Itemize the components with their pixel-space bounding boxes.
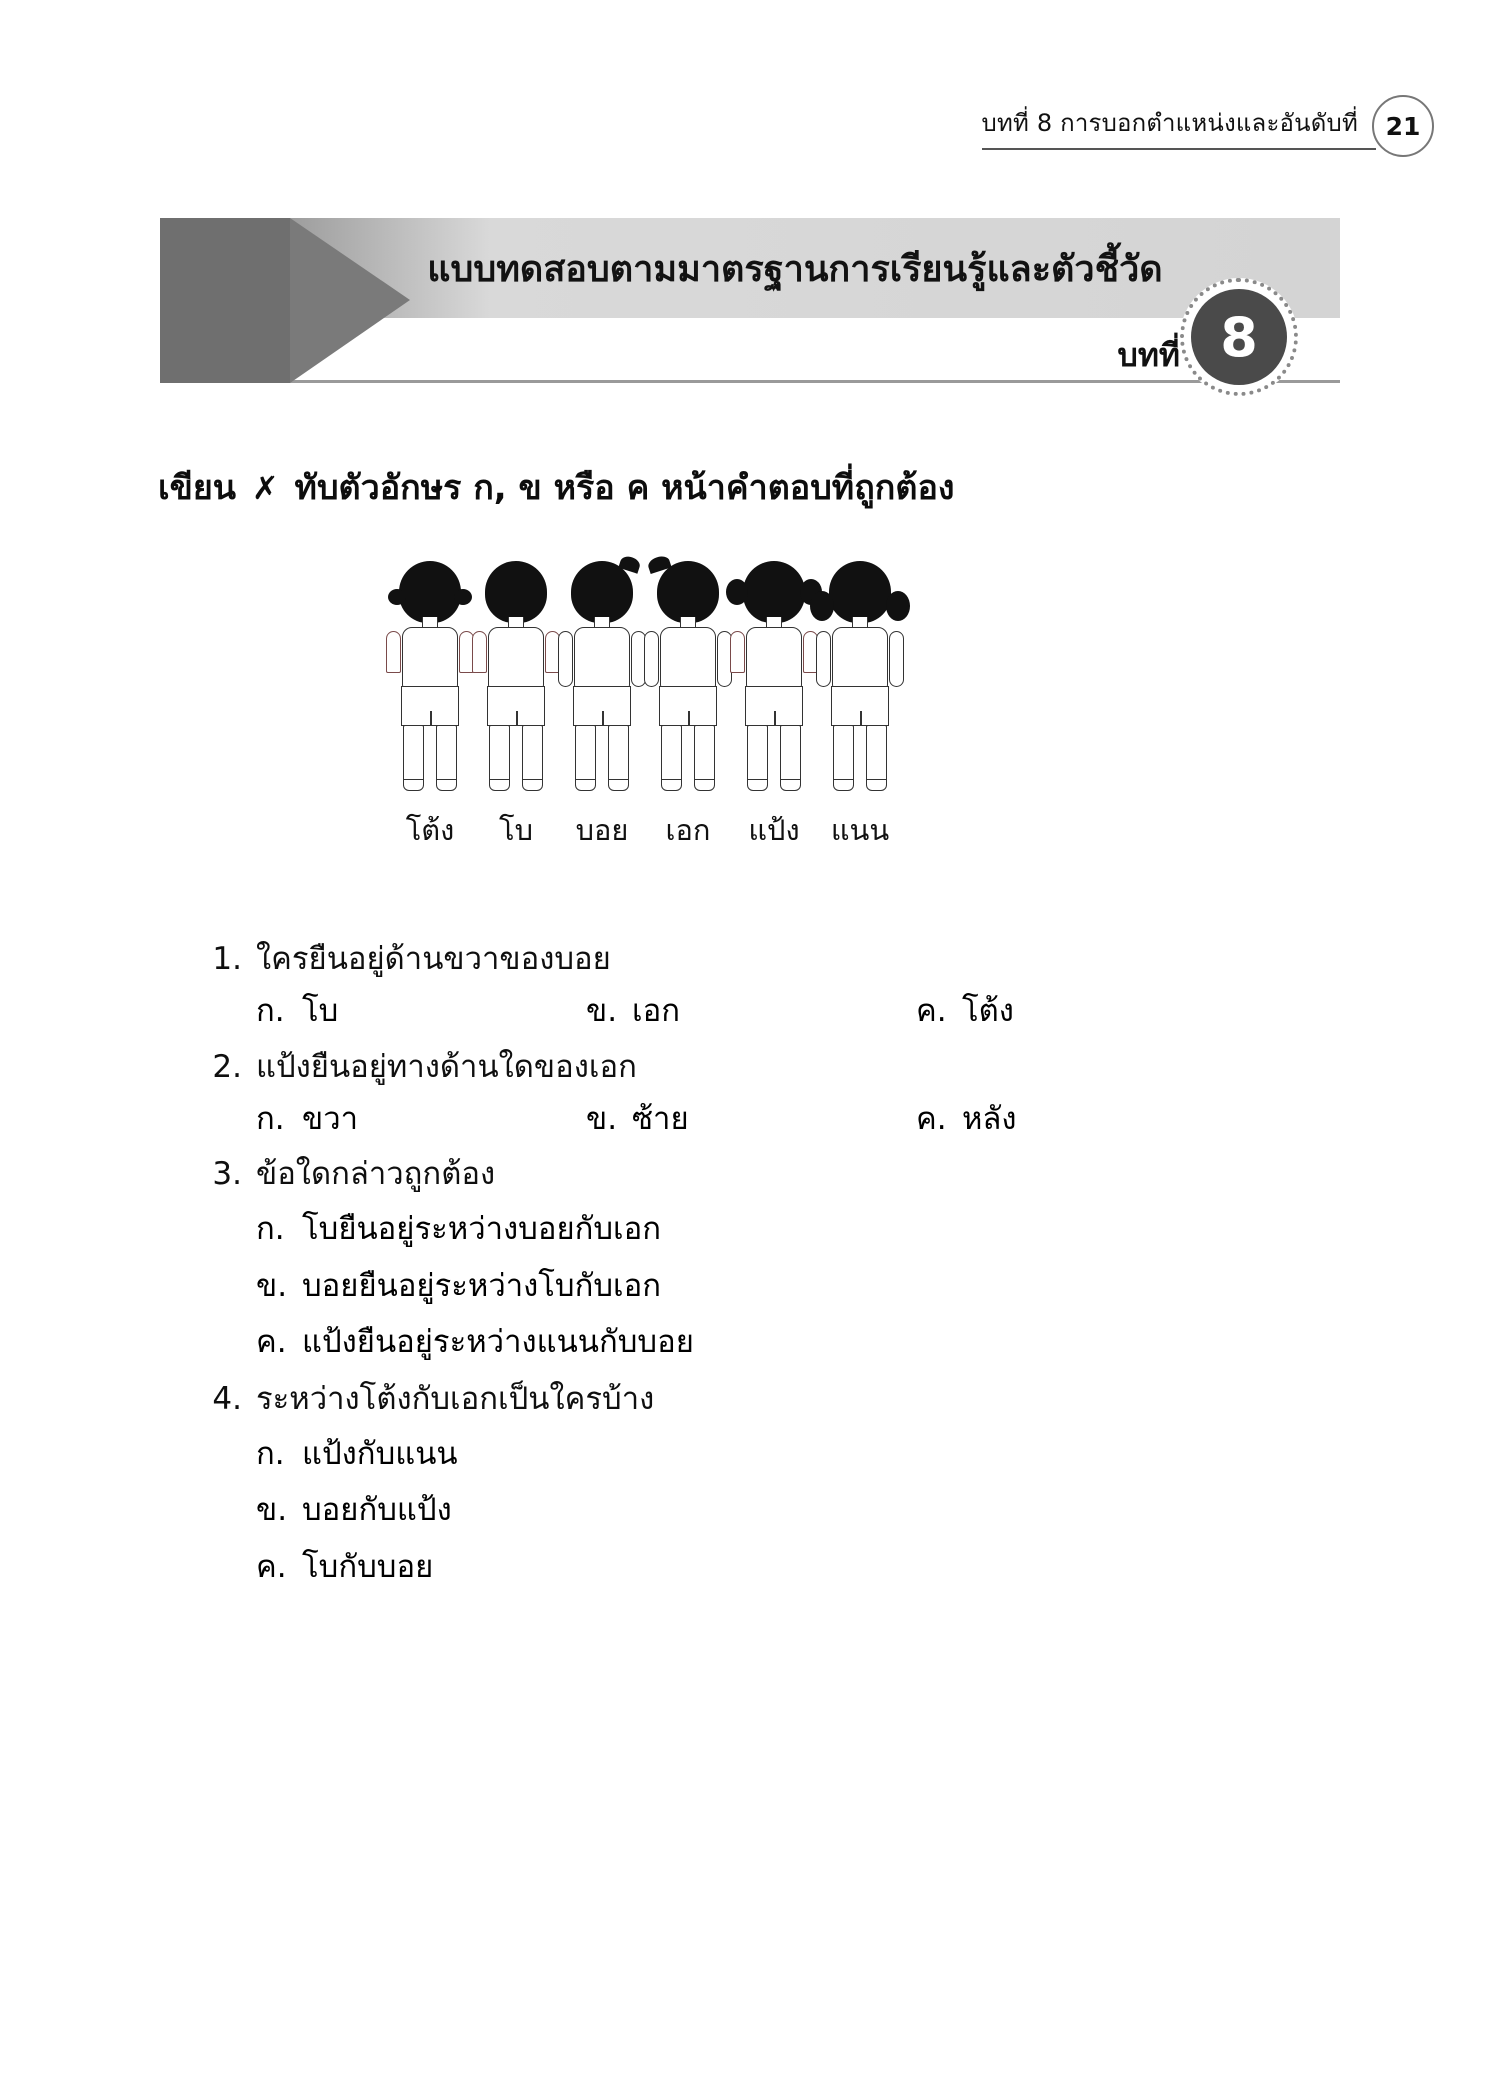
figure-child (724, 555, 824, 847)
choice-row (256, 1095, 1370, 1145)
illustration-children-row (380, 555, 1100, 865)
child-arm-left (386, 631, 401, 673)
child-pigtail-left (726, 579, 748, 605)
choice-option[interactable] (256, 1095, 586, 1145)
choice-option[interactable] (586, 1095, 916, 1145)
choice-key: ก. (256, 1436, 285, 1473)
choice-column (256, 1427, 1370, 1594)
figure-child (552, 555, 652, 847)
choice-option[interactable] (256, 1315, 1370, 1369)
child-hair (388, 589, 406, 605)
child-leg-right (780, 725, 801, 791)
question-text: แป้งยืนอยู่ทางด้านใดของเอก (256, 1048, 637, 1085)
child-torso (746, 627, 802, 689)
child-arm-right (889, 631, 904, 687)
child-torso (832, 627, 888, 689)
question-number: 4. (212, 1381, 242, 1418)
chapter-number: 8 (1191, 289, 1287, 385)
question-line (190, 1375, 1370, 1423)
banner-arrow-block (160, 218, 290, 383)
page-number: 21 (1372, 95, 1434, 157)
child-leg-right (866, 725, 887, 791)
banner-title: แบบทดสอบตามมาตรฐานการเรียนรู้และตัวชี้วัด (427, 248, 1163, 290)
running-title: บทที่ 8 การบอกตำแหน่งและอันดับที่ (982, 103, 1376, 150)
child-name-label: เอก (665, 813, 711, 847)
choice-key: ค. (916, 1100, 947, 1137)
child-pigtail-right (886, 591, 910, 621)
child-shorts (401, 686, 459, 726)
child-torso (660, 627, 716, 689)
choice-key: ค. (916, 993, 947, 1030)
child-shorts (659, 686, 717, 726)
child-arm-left (644, 631, 659, 687)
choice-option[interactable] (256, 987, 586, 1037)
child-leg-left (833, 725, 854, 791)
choice-key: ค. (256, 1323, 287, 1360)
child-shorts (831, 686, 889, 726)
question-number: 2. (212, 1048, 242, 1085)
choice-option[interactable] (256, 1202, 1370, 1256)
question-line (190, 935, 1370, 983)
instruction-before: เขียน (158, 468, 237, 508)
x-mark-icon: ✗ (251, 469, 279, 507)
choice-option[interactable] (916, 1095, 1246, 1145)
question-text: ระหว่างโต้งกับเอกเป็นใครบ้าง (256, 1381, 655, 1418)
choice-key: ก. (256, 1100, 285, 1137)
instruction-after: ทับตัวอักษร ก, ข หรือ ค หน้าคำตอบที่ถูกต้อง (294, 468, 955, 508)
child-leg-right (436, 725, 457, 791)
choice-option[interactable] (916, 987, 1246, 1037)
choice-text: ขวา (302, 1100, 359, 1137)
figure-child (466, 555, 566, 847)
child-shorts (745, 686, 803, 726)
choice-key: ค. (256, 1548, 287, 1585)
choice-text: โบกับบอย (302, 1548, 434, 1585)
child-torso (488, 627, 544, 689)
child-leg-left (489, 725, 510, 791)
child-arm-left (472, 631, 487, 673)
question-number: 1. (212, 941, 242, 977)
question-line (190, 1150, 1370, 1198)
choice-key: ข. (586, 1100, 618, 1137)
figure-child (380, 555, 480, 847)
question-list (190, 935, 1370, 1600)
question-text: ข้อใดกล่าวถูกต้อง (256, 1156, 496, 1193)
child-leg-right (694, 725, 715, 791)
choice-text: เอก (632, 993, 680, 1030)
child-shorts (573, 686, 631, 726)
child-head (743, 561, 805, 623)
question-item (190, 935, 1370, 1037)
page-header (982, 95, 1434, 157)
choice-text: โบ (302, 993, 339, 1030)
choice-text: โบยืนอยู่ระหว่างบอยกับเอก (302, 1211, 662, 1248)
choice-text: บอยกับแป้ง (302, 1492, 452, 1529)
instruction-line (158, 460, 955, 514)
child-leg-left (575, 725, 596, 791)
choice-option[interactable] (256, 1483, 1370, 1537)
child-head (829, 561, 891, 623)
choice-row (256, 987, 1370, 1037)
child-leg-right (608, 725, 629, 791)
chapter-label: บทที่ (1117, 336, 1180, 374)
child-torso (574, 627, 630, 689)
child-leg-right (522, 725, 543, 791)
choice-option[interactable] (256, 1427, 1370, 1481)
choice-text: แป้งกับแนน (302, 1436, 458, 1473)
question-item (190, 1150, 1370, 1369)
question-item (190, 1375, 1370, 1594)
child-name-label: แนน (830, 813, 890, 847)
child-arm-left (730, 631, 745, 673)
choice-column (256, 1202, 1370, 1369)
child-arm-left (558, 631, 573, 687)
choice-option[interactable] (256, 1540, 1370, 1594)
child-leg-left (403, 725, 424, 791)
chapter-badge (1180, 278, 1298, 396)
question-text: ใครยืนอยู่ด้านขวาของบอย (256, 941, 611, 977)
child-shorts (487, 686, 545, 726)
figure-child (638, 555, 738, 847)
child-head (399, 561, 461, 623)
choice-option[interactable] (586, 987, 916, 1037)
child-name-label: แป้ง (748, 813, 800, 847)
child-head (657, 561, 719, 623)
child-name-label: โบ (499, 813, 533, 847)
choice-key: ข. (586, 993, 618, 1030)
figure-child (810, 555, 910, 847)
question-number: 3. (212, 1156, 242, 1193)
section-banner (160, 218, 1340, 383)
choice-text: โต้ง (962, 993, 1014, 1030)
child-pigtail-left (810, 591, 834, 621)
choice-text: หลัง (962, 1100, 1017, 1137)
choice-text: แป้งยืนอยู่ระหว่างแนนกับบอย (302, 1323, 694, 1360)
child-leg-left (747, 725, 768, 791)
child-head (571, 561, 633, 623)
question-line (190, 1043, 1370, 1091)
choice-text: ซ้าย (632, 1100, 689, 1137)
choice-key: ข. (256, 1267, 288, 1304)
choice-key: ก. (256, 1211, 285, 1248)
choice-text: บอยยืนอยู่ระหว่างโบกับเอก (302, 1267, 662, 1304)
choice-key: ก. (256, 993, 285, 1030)
child-arm-left (816, 631, 831, 687)
child-torso (402, 627, 458, 689)
question-item (190, 1043, 1370, 1145)
child-leg-left (661, 725, 682, 791)
choice-key: ข. (256, 1492, 288, 1529)
child-name-label: บอย (575, 813, 629, 847)
child-name-label: โต้ง (405, 813, 455, 847)
choice-option[interactable] (256, 1259, 1370, 1313)
